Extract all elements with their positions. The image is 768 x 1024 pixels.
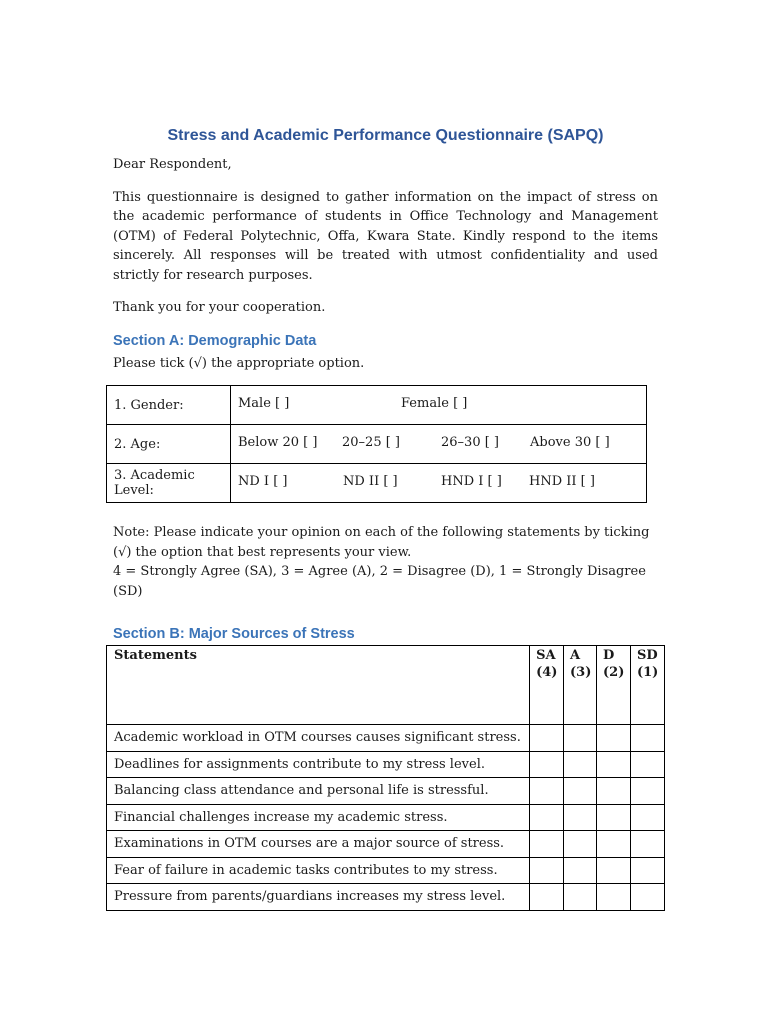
statement-7: Pressure from parents/guardians increases my stress level.	[107, 884, 530, 911]
section-a-instruction: Please tick (√) the appropriate option.	[113, 355, 365, 371]
header-sa	[530, 646, 564, 725]
table-row	[107, 884, 665, 911]
row-6-d-cell[interactable]	[597, 857, 631, 884]
age-option-below-20[interactable]: Below 20 [ ]	[238, 435, 318, 450]
row-3-d-cell[interactable]	[597, 778, 631, 805]
header-sd-label: SD	[636, 648, 658, 663]
level-option-nd-ii[interactable]: ND II [ ]	[343, 474, 398, 489]
table-row	[107, 725, 665, 752]
row-4-sd-cell[interactable]	[630, 804, 664, 831]
gender-option-female[interactable]: Female [ ]	[401, 396, 468, 411]
age-option-20-25[interactable]: 20–25 [ ]	[342, 435, 400, 450]
header-d-label: D	[603, 648, 615, 663]
row-7-sd-cell[interactable]	[630, 884, 664, 911]
statement-3: Balancing class attendance and personal life is stressful.	[107, 778, 530, 805]
greeting: Dear Respondent,	[113, 157, 232, 172]
row-6-sd-cell[interactable]	[630, 857, 664, 884]
gender-row	[107, 386, 647, 425]
row-5-sd-cell[interactable]	[630, 831, 664, 858]
row-6-a-cell[interactable]	[564, 857, 597, 884]
document-title: Stress and Academic Performance Questionnaire (SAPQ)	[167, 127, 604, 144]
academic-level-label: 3. Academic Level:	[107, 464, 231, 503]
statement-4: Financial challenges increase my academic stress.	[107, 804, 530, 831]
row-7-a-cell[interactable]	[564, 884, 597, 911]
gender-option-male[interactable]: Male [ ]	[238, 396, 290, 411]
header-sa-value: (4)	[536, 665, 558, 680]
level-option-nd-i[interactable]: ND I [ ]	[238, 474, 288, 489]
row-3-sd-cell[interactable]	[630, 778, 664, 805]
table-row	[107, 831, 665, 858]
row-5-sa-cell[interactable]	[530, 831, 564, 858]
gender-label: 1. Gender:	[107, 386, 231, 425]
row-1-a-cell[interactable]	[564, 725, 597, 752]
table-row	[107, 751, 665, 778]
row-7-d-cell[interactable]	[597, 884, 631, 911]
age-row	[107, 425, 647, 464]
statement-5: Examinations in OTM courses are a major source of stress.	[107, 831, 530, 858]
header-a-value: (3)	[570, 665, 592, 680]
age-label: 2. Age:	[107, 425, 231, 464]
row-2-d-cell[interactable]	[597, 751, 631, 778]
intro-paragraph: This questionnaire is designed to gather information on the impact of stress on the academic performance of students in Office Technology and Management (OTM) of Federal Polytechnic, Offa, Kwara State. Kindly respond to the items sincerely. All responses will be treated with utmost confidentiality and used strictly for research purposes.	[113, 189, 658, 283]
header-d-value: (2)	[603, 665, 625, 680]
header-a	[564, 646, 597, 725]
row-4-sa-cell[interactable]	[530, 804, 564, 831]
row-7-sa-cell[interactable]	[530, 884, 564, 911]
header-a-label: A	[570, 648, 581, 663]
academic-level-row	[107, 464, 647, 503]
section-b-heading: Section B: Major Sources of Stress	[113, 626, 355, 642]
age-option-26-30[interactable]: 26–30 [ ]	[441, 435, 499, 450]
header-sd-value: (1)	[636, 665, 659, 680]
rating-scale: 4 = Strongly Agree (SA), 3 = Agree (A), 2 = Disagree (D), 1 = Strongly Disagree (SD)	[113, 564, 646, 599]
age-options	[231, 425, 647, 464]
row-5-a-cell[interactable]	[564, 831, 597, 858]
table-row	[107, 778, 665, 805]
row-3-sa-cell[interactable]	[530, 778, 564, 805]
section-a-heading: Section A: Demographic Data	[113, 332, 317, 349]
row-1-sa-cell[interactable]	[530, 725, 564, 752]
header-d	[597, 646, 631, 725]
row-1-d-cell[interactable]	[597, 725, 631, 752]
row-5-d-cell[interactable]	[597, 831, 631, 858]
row-2-a-cell[interactable]	[564, 751, 597, 778]
gender-options	[231, 386, 647, 425]
age-option-above-30[interactable]: Above 30 [ ]	[530, 435, 610, 450]
demographic-table	[106, 385, 647, 503]
statement-6: Fear of failure in academic tasks contributes to my stress.	[107, 857, 530, 884]
statement-1: Academic workload in OTM courses causes significant stress.	[107, 725, 530, 752]
header-statements: Statements	[107, 646, 530, 725]
thanks-line: Thank you for your cooperation.	[113, 300, 326, 315]
header-sd	[630, 646, 664, 725]
stress-table-header	[107, 646, 665, 725]
row-1-sd-cell[interactable]	[630, 725, 664, 752]
stress-sources-table	[106, 645, 665, 911]
level-option-hnd-i[interactable]: HND I [ ]	[441, 474, 502, 489]
header-sa-label: SA	[536, 648, 556, 663]
level-option-hnd-ii[interactable]: HND II [ ]	[529, 474, 595, 489]
row-3-a-cell[interactable]	[564, 778, 597, 805]
statement-2: Deadlines for assignments contribute to my stress level.	[107, 751, 530, 778]
row-2-sa-cell[interactable]	[530, 751, 564, 778]
questionnaire-page	[113, 126, 658, 911]
row-6-sa-cell[interactable]	[530, 857, 564, 884]
row-2-sd-cell[interactable]	[630, 751, 664, 778]
table-row	[107, 804, 665, 831]
row-4-a-cell[interactable]	[564, 804, 597, 831]
table-row	[107, 857, 665, 884]
row-4-d-cell[interactable]	[597, 804, 631, 831]
academic-level-options	[231, 464, 647, 503]
note-instruction: Note: Please indicate your opinion on each of the following statements by ticking (√) the option that best represents your view.	[113, 525, 650, 560]
